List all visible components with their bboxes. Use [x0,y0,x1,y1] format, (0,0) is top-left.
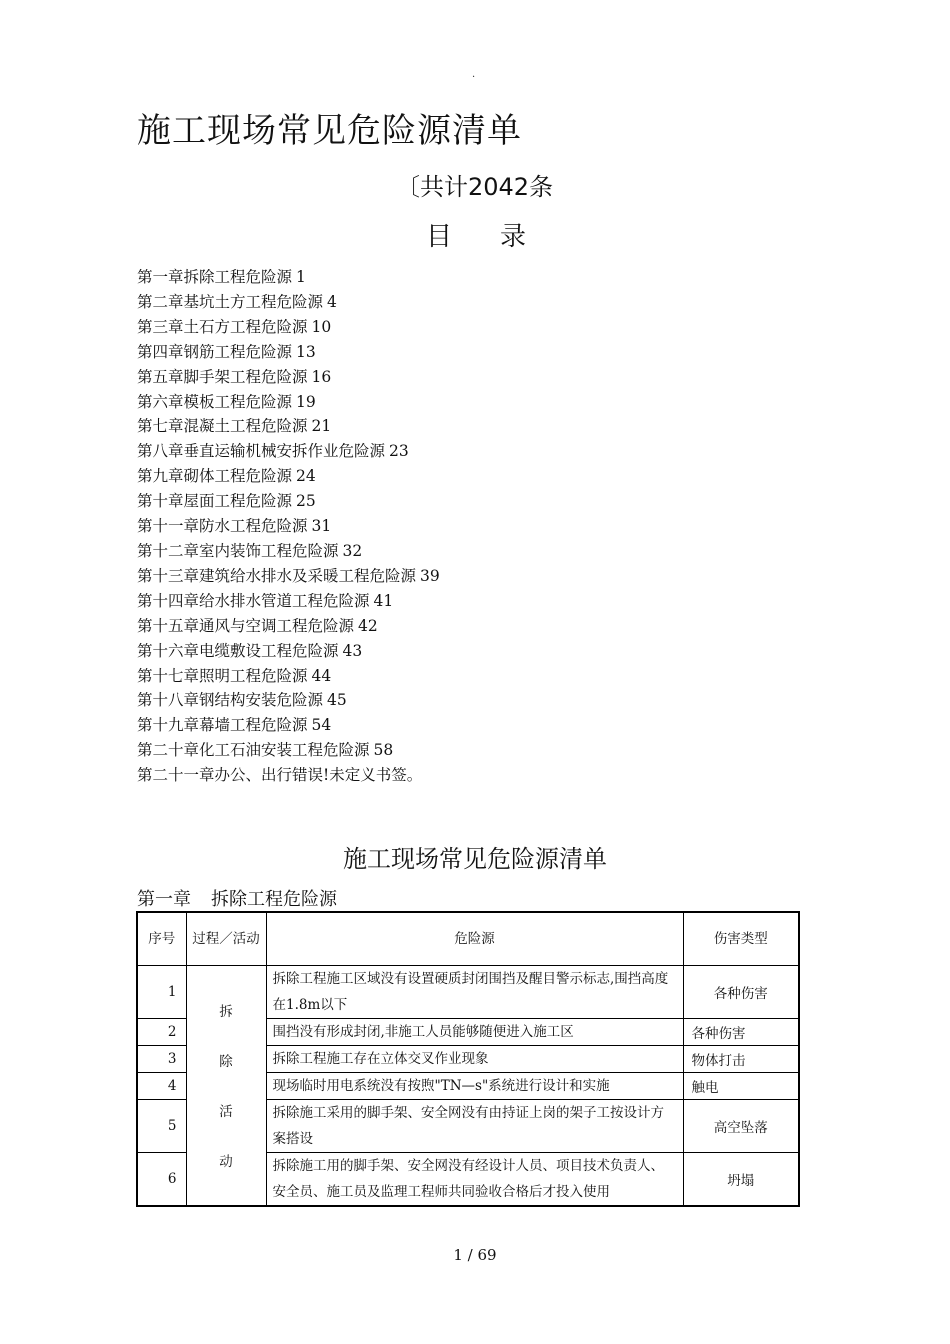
row-harm: 触电 [683,1073,799,1100]
toc-item-label: 第十七章照明工程危险源 [137,666,308,685]
toc-item-label: 第十五章通风与空调工程危险源 [137,616,355,635]
row-seq: 4 [137,1073,186,1100]
header-mark: · [472,72,476,83]
table-header-row [137,912,799,966]
header-hazard: 危险源 [266,912,683,966]
toc-item[interactable] [137,340,440,365]
toc-item-page: 54 [311,716,332,735]
toc-item-page: 16 [311,367,332,386]
chapter-title [137,885,337,911]
toc-item-page: 1 [296,268,306,286]
header-seq: 序号 [137,912,186,966]
row-seq: 2 [137,1019,186,1046]
toc-item-label: 第六章模板工程危险源 [137,392,293,411]
toc-item[interactable] [137,713,440,738]
row-hazard: 拆除工程施工存在立体交叉作业现象 [266,1046,683,1073]
toc-item-label: 第十四章给水排水管道工程危险源 [137,591,370,610]
toc-item-page: 43 [342,641,363,660]
toc-item-label: 第二章基坑土方工程危险源 [137,292,324,311]
row-harm: 物体打击 [683,1046,799,1073]
toc-item-label: 第十八章钢结构安装危险源 [137,691,324,710]
toc-item[interactable] [137,390,440,415]
page-title: 施工现场常见危险源清单 [137,111,522,151]
toc-item[interactable] [137,564,440,589]
row-hazard: 拆除工程施工区域没有设置硬质封闭围挡及醒目警示标志,围挡高度在1.8m以下 [266,966,683,1019]
hazard-table [136,911,800,1207]
process-char: 除 [219,1054,233,1070]
toc-heading: 目录 [426,222,575,252]
toc-item-label: 第四章钢筋工程危险源 [137,342,293,361]
toc-item-page: 4 [327,292,337,311]
toc-item[interactable] [137,365,440,390]
toc-item[interactable] [137,514,440,539]
toc-item-label: 第九章砌体工程危险源 [137,467,293,486]
row-harm: 各种伤害 [683,966,799,1019]
toc-item[interactable] [137,589,440,614]
toc-item-label: 第十三章建筑给水排水及采暖工程危险源 [137,566,417,585]
header-process: 过程／活动 [186,912,266,966]
toc-item[interactable] [137,688,440,713]
toc-item-page: 41 [373,591,394,610]
row-hazard: 拆除施工采用的脚手架、安全网没有由持证上岗的架子工按设计方案搭设 [266,1100,683,1153]
chapter-number: 第一章 [137,889,191,910]
toc-item-page: 25 [296,492,316,511]
table-of-contents [137,265,440,788]
row-hazard: 拆除施工用的脚手架、安全网没有经设计人员、项目技术负责人、安全员、施工员及监理工程师共同验收合格后才投入使用 [266,1153,683,1207]
toc-item[interactable] [137,639,440,664]
toc-item[interactable] [137,315,440,340]
toc-item-label: 第三章土石方工程危险源 [137,317,308,336]
toc-item-page: 19 [296,392,316,411]
toc-item-label: 第二十一章办公、出行错误!未定义书签。 [137,766,423,785]
row-seq: 3 [137,1046,186,1073]
toc-item-page: 24 [296,467,316,486]
toc-item-label: 第五章脚手架工程危险源 [137,367,308,386]
toc-item[interactable] [137,290,440,315]
toc-item-page: 23 [389,442,409,461]
section-title: 施工现场常见危险源清单 [343,845,607,873]
toc-item-page: 42 [358,616,378,635]
toc-item-label: 第七章混凝土工程危险源 [137,417,308,436]
toc-item-page: 44 [311,666,332,685]
process-char: 活 [219,1104,233,1120]
toc-item-page: 32 [342,541,363,560]
toc-item-label: 第十二章室内装饰工程危险源 [137,541,339,560]
toc-item-label: 第十九章幕墙工程危险源 [137,716,308,735]
row-hazard: 现场临时用电系统没有按煦"TN—s"系统进行设计和实施 [266,1073,683,1100]
total-count-subtitle: 〔共计2042条 [396,173,554,201]
toc-item-page: 31 [311,517,332,536]
header-harm-type: 伤害类型 [683,912,799,966]
toc-item-label: 第一章拆除工程危险源 [137,268,293,286]
toc-item[interactable] [137,464,440,489]
row-hazard: 围挡没有形成封闭,非施工人员能够随便进入施工区 [266,1019,683,1046]
toc-item[interactable] [137,439,440,464]
chapter-name: 拆除工程危险源 [211,889,337,910]
toc-item-page: 39 [420,566,440,585]
toc-item-page: 45 [327,691,347,710]
toc-item-page: 21 [311,417,332,436]
row-harm: 各种伤害 [683,1019,799,1046]
toc-item-label: 第八章垂直运输机械安拆作业危险源 [137,442,386,461]
toc-item-label: 第十六章电缆敷设工程危险源 [137,641,339,660]
toc-item-label: 第二十章化工石油安装工程危险源 [137,741,370,760]
process-cell [186,966,266,1207]
row-seq: 5 [137,1100,186,1153]
toc-item-page: 10 [311,317,332,336]
toc-item-label: 第十章屋面工程危险源 [137,492,293,511]
toc-item[interactable] [137,614,440,639]
toc-item[interactable] [137,414,440,439]
process-char: 拆 [219,1004,233,1020]
process-char: 动 [219,1154,233,1170]
row-seq: 6 [137,1153,186,1207]
toc-item-page: 58 [373,741,394,760]
toc-item[interactable] [137,664,440,689]
table-row [137,966,799,1019]
toc-item[interactable] [137,265,440,290]
toc-item[interactable] [137,539,440,564]
row-harm: 高空坠落 [683,1100,799,1153]
page-number: 1 / 69 [453,1246,497,1264]
row-harm: 坍塌 [683,1153,799,1207]
toc-item-page: 13 [296,342,316,361]
toc-item[interactable] [137,763,440,788]
toc-item[interactable] [137,738,440,763]
toc-item[interactable] [137,489,440,514]
row-seq: 1 [137,966,186,1019]
toc-item-label: 第十一章防水工程危险源 [137,517,308,536]
